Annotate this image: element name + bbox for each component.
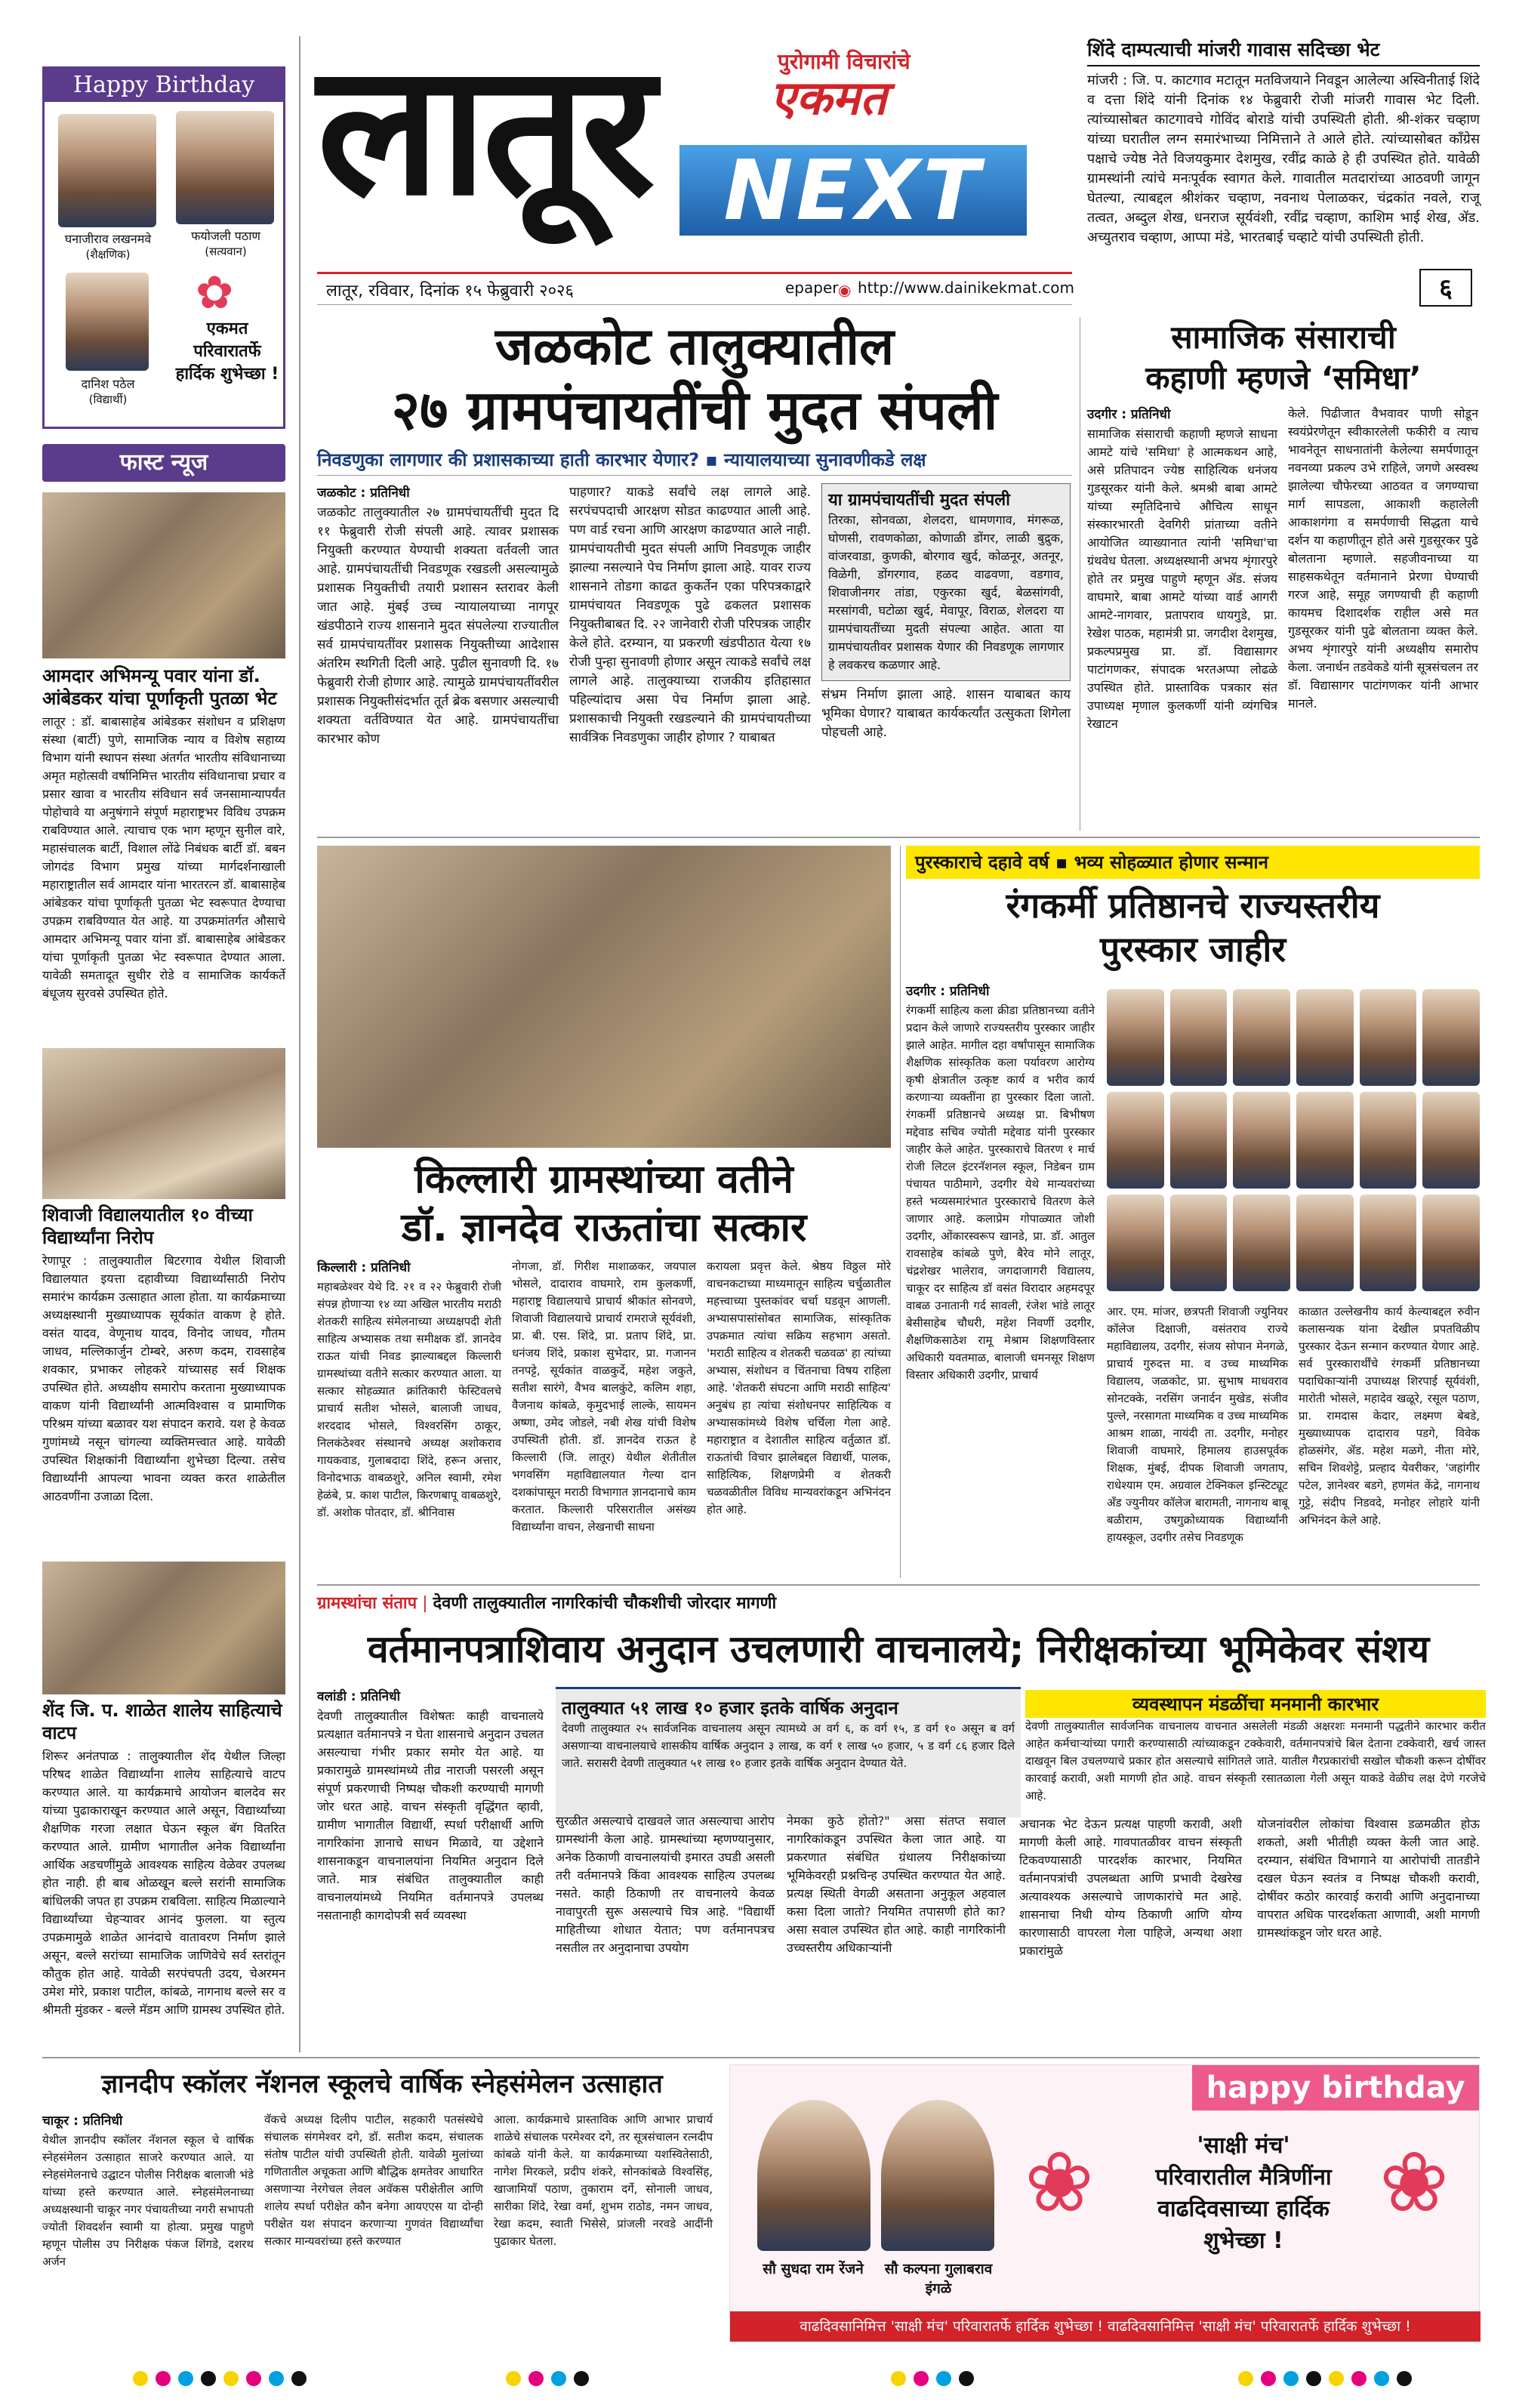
masthead-next: NEXT xyxy=(679,145,1027,236)
vachan-col-3: नेमका कुठे होतो?" असा संतप्त सवाल नागरिकांकडून उपस्थित केला जात आहे. या प्रकरणात संबंधित ग्रंथालय निरीक्षकांच्या भूमिकेवरही प्रश्नचिन्ह उपस्थित करण्यात येत आहे. प्रत्यक्ष स्थिती वेगळी असताना अनुकूल अहवाल कसा दिला जातो? नियमित तपासणी होते का? असा सवाल उपस्थित होत आहे. काही नागरिकांनी उच्चस्तरीय अधिकाऱ्यांनी xyxy=(787,1814,1006,1955)
vachan-top-divider xyxy=(317,1584,1480,1586)
awardee-photo xyxy=(1422,989,1480,1086)
shinde-story xyxy=(1087,36,1480,266)
fast-news-photo-3 xyxy=(42,1562,285,1694)
samidha-byline: उदगीर : प्रतिनिधी xyxy=(1087,407,1171,422)
awardee-photo-grid xyxy=(1107,989,1480,1291)
lead-headline-1: जळकोट तालुक्यातील xyxy=(495,317,895,377)
fast-news-body-1: लातूर : डॉ. बाबासाहेब आंबेडकर संशोधन व प्रशिक्षण संस्था (बार्टी) पुणे, सामाजिक न्याय व विशेष सहाय्य विभाग यांनी स्थापन संस्था अंतर्गत भारतीय संविधानाच्या अमृत महोत्सवी वर्षानिमित्त भारतीय संविधानाचा प्रचार व प्रसार खावा व भारतीय संविधान सर्व जनसामान्यापर्यंत पोहोचावे या अनुषंगाने संपूर्ण महाराष्ट्रभर विविध उपक्रम राबविण्यात आले. त्याचाच एक भाग म्हणून सुनील वारे, महासंचालक बार्टी, विशाल लोंढे निबंधक बार्टी डॉ. बबन जोगदंड विभाग प्रमुख यांच्या मार्गदर्शनाखाली महाराष्ट्रातील सर्व आमदार यांना भारतरत्न डॉ. बाबासाहेब आंबेडकर यांचा पूर्णाकृती पुतळा भेट स्वरूपात देण्याचा उपक्रम राबविण्यात येत आहे. या उपक्रमांतर्गत औसाचे आमदार अभिमन्यू पवार यांना डॉ. बाबासाहेब आंबेडकर यांचा पूर्णाकृती पुतळा भेट स्वरूपात देण्यात आला. यावेळी समतादूत सुधीर रोडे व सामाजिक कार्यकर्ते बंधूजय सुरवसे उपस्थित होते. xyxy=(42,714,285,1001)
awardee-photo xyxy=(1422,1092,1480,1189)
rangkarmi-col-2: आर. एम. मांजर, छत्रपती शिवाजी ज्युनियर कॉलेज दिक्षाजी, वसंतराव राज्ये महाविद्यालय, उदगीर, संजय सोपान मेनगळे, प्राचार्य गुरुदत्त मा. व उच्च माध्यमिक विद्यालय, जळकोट, प्रा. सुभाष माधवराव सोनटक्के, नरसिंग जनार्दन मुखेड, संजीव पुल्ले, नरसागता माध्यमिक व उच्च माध्यमिक आश्रम शाळा, नायंदी ता. उदगीर, मनोहर शिवाजी वाघमारे, हिमालय हाउसपूर्वक शिक्षक, मुंबई, दीपक शिवाजी जगताप, राधेश्याम एम. अग्रवाल टेक्निकल इन्स्टिट्यूट अँड ज्युनीयर कॉलेज बारामती, नागनाथ बाबू बळीराम, उषगुक्रोध्यायक विद्यार्थ्यांनी हायस्कूल, उदगीर तसेच निवडणूक xyxy=(1107,1305,1288,1544)
birthday-name-2: फयोजली पठाण xyxy=(191,229,260,243)
vachan-box-2 xyxy=(1019,1687,1492,1814)
lead-deck: निवडणुका लागणार की प्रशासकाच्या हाती कारभार येणार? ▪ न्यायालयाच्या सुनावणीकडे लक्ष xyxy=(317,447,1072,476)
awardee-photo xyxy=(1170,989,1228,1086)
sakshi-name-2: सौ कल्पना गुलाबराव इंगळे xyxy=(884,2261,993,2297)
vachan-col-1: देवणी तालुक्यातील विशेषतः काही वाचनालये प्रत्यक्षात वर्तमानपत्रे न घेता शासनाचे अनुदान उचलत असल्याचा गंभीर प्रकार समोर येत आहे. या प्रकारामुळे ग्रामस्थांमध्ये तीव्र नाराजी पसरली असून संपूर्ण प्रकरणाची निष्पक्ष चौकशी करण्याची मागणी जोर धरत आहे. वाचन संस्कृती वृद्धिंगत व्हावी, ग्रामीण भागातील विद्यार्थी, स्पर्धा परीक्षार्थी आणि नागरिकांना ज्ञानाचे साधन मिळावे, या उद्देशाने शासनाकडून वाचनालयांना नियमित अनुदान दिले जाते. मात्र संबंधित तालुक्यातील काही वाचनालयांमध्ये नियमित वर्तमानपत्रे उपलब्ध नसतानाही कागदोपत्री सर्व व्यवस्था xyxy=(317,1709,544,1922)
awardee-photo xyxy=(1107,1195,1164,1291)
samidha-col-2: केले. पिढीजात वैभवावर पाणी सोडून स्वयंप्रेरणेतून स्वीकारलेली फकीरी व त्याच भावनेतून साधनातांनी केलेल्या समर्पणातून नवनव्या प्रकल्प उभे राहिले, जगणे अस्वस्थ झालेल्या चौफेरच्या आठवत व जगण्याचा मार्ग सापडला, आकाशी कहालेली आकाशगंगा व समर्पणाची सिद्धता याचे दर्शन या कहाणीतून होते असे गुडसूरकर पुढे बोलताना म्हणाले. सहजीवनाच्या या साहसकथेतून वर्तमानाने प्रेरणा घेण्याची गरज आहे, समूह जगण्याची ही कहाणी कायमच दिशादर्शक राहील असे मत गुडसूरकर यांनी पुढे बोलताना व्यक्त केले. अभय शृंगारपुरे यांनी अध्यक्षीय समारोप केला. जनार्धन तडवेकडे यांनी सूत्रसंचलन तर डॉ. विद्यासागर पाटांगणकर यांनी आभार मानले. xyxy=(1288,406,1478,711)
rangkarmi-story xyxy=(906,883,1480,1578)
vachan-box1-title: तालुक्यात ५१ लाख १० हजार इतके वार्षिक अनुदान xyxy=(562,1697,898,1719)
tulip-icon: ❀ xyxy=(1025,2134,1095,2231)
rangkarmi-byline: उदगीर : प्रतिनिधी xyxy=(906,984,990,999)
killari-headline-2: डॉ. ज्ञानदेव राऊतांचा सत्कार xyxy=(401,1205,807,1250)
dnyandeep-story xyxy=(42,2111,722,2353)
mid-divider xyxy=(317,837,1480,838)
awardee-photo xyxy=(1360,989,1417,1086)
lead-col-2: पाहणार? याकडे सर्वांचे लक्ष लागले आहे. सरपंचपदाची आरक्षण सोडत काढण्यात आली आहे. पण वार्ड रचना आणि आरक्षण काढण्यात आले नाही. ग्रामपंचायतीची मुदत संपली आणि निवडणूक जाहीर झाल्या नसल्याने पेच निर्माण झाला आहे. यावर राज्य शासनाने तोडगा काढत कुकर्तेन एका परिपत्रकाद्वारे ग्रामपंचायत निवडणूक पुढे ढकलत प्रशासक नियुक्तीबाबत दि. २२ जानेवारी रोजी परिपत्रक जाहीर केले होते. दरम्यान, या प्रकरणी खंडपीठात येत्या १७ रोजी पुन्हा सुनावणी होणार असून त्याकडे सर्वांचे लक्ष लागले आहे. तालुक्याच्या राजकीय इतिहासात पहिल्यांदाच असा पेच निर्माण झाला आहे. प्रशासकाची नियुक्ती रखडल्याने की ग्रामपंचायतीच्या सार्वत्रिक निवडणुका जाहीर होणार ? याबाबत xyxy=(569,485,811,745)
masthead xyxy=(317,24,1072,266)
samidha-col-1: सामाजिक संसाराची कहाणी म्हणजे साधना आमटे यांचे 'समिधा' हे आत्मकथन आहे, असे प्रतिपादन ज्येष्ठ साहित्यिक धनंजय गुडसूरकर यांनी केले. श्रमश्री बाबा आमटे यांच्या स्मृतिदिनाचे औचित्य साधून संस्कारभारती देवगिरी प्रांताच्या वतीने आयोजित व्याख्यानात त्यांनी 'समिधा'चा ग्रंथवेध घेतला. अध्यक्षस्थानी अभय शृंगारपुरे होते तर प्रमुख पाहुणे म्हणून ॲड. संजय वाघमारे, बाबा आमटे यांच्या वार्ड आगरी आमटे-नागवार, प्रतापराव धायगुडे, प्रा. रेखेश पाठक, महामंत्री प्रा. जगदीश देशमुख, प्रकल्पप्रमुख प्रा. डॉ. विद्यासागर पाटांगणकर, संपादक भरतअप्पा लोढळे उपस्थित होते. प्रास्ताविक पत्रकार संत उपाध्यक्ष मृणाल कुलकर्णी यांनी व्यंगचित्र रेखाटन xyxy=(1087,427,1277,731)
sakshi-birthday-ad xyxy=(729,2064,1480,2342)
bottom-divider xyxy=(42,2057,1480,2058)
killari-byline: किल्लारी : प्रतिनिधी xyxy=(317,1260,411,1275)
killari-col-1: महाबळेश्वर येथे दि. २१ व २२ फेब्रुवारी रोजी संपन्न होणाऱ्या १४ व्या अखिल भारतीय मराठी शेतकरी साहित्य संमेलनाच्या अध्यक्षपदी शेती साहित्य अभ्यासक तथा समीक्षक डॉ. ज्ञानदेव राऊत यांची निवड झाल्याबद्दल किल्लारी ग्रामस्थांच्या वतीने सत्कार करण्यात आला. या सत्कार सोहळ्यात क्रांतिकारी फेस्टिवलचे प्राचार्य सतीश भोसले, बालाजी जाधव, शरददाद भोसले, विश्वरसिंग ठाकूर, निलकंठेश्वर संस्थानचे अध्यक्ष अशोकराव गायकवाड, गुलाबदादा शिंदे, हरून अत्तार, विनोदभाऊ वाबळशुरे, अनिल स्वामी, रमेश हेळंबे, प्र. काश पाटील, किरणबापू वाबळशुरे, डॉ. अशोक पोतदार, डॉ. श्रीनिवास xyxy=(317,1280,502,1519)
killari-right-divider xyxy=(900,846,901,1578)
birthday-box xyxy=(42,66,285,429)
masthead-title: लातूर xyxy=(317,24,651,236)
birthday-role-2: (सत्यवान) xyxy=(205,245,247,258)
dateline: लातूर, रविवार, दिनांक १५ फेब्रुवारी २०२६ xyxy=(326,282,574,301)
samidha-headline-1: सामाजिक संसाराची xyxy=(1171,319,1396,356)
birthday-name-3: दानिश पठेल xyxy=(81,377,135,391)
birthday-title: Happy Birthday xyxy=(45,69,283,102)
lead-col-1: जळकोट तालुक्यातील २७ ग्रामपंचायतींची मुदत दि ११ फेब्रुवारी रोजी संपली आहे. त्यावर प्रशासक नियुक्ती करण्यात येण्याची शक्यता वर्तवली जात आहे. ग्रामपंचायतींची निवडणूक रखडली असल्यामुळे प्रशासक नियुक्तीची तयारी प्रशासन स्तरावर केली जात आहे. मुंबई उच्च न्यायालयाच्या नागपूर खंडपीठाने राज्य शासनाने मुदत संपलेल्या राज्यातील सर्व ग्रामपंचायतींवर प्रशासक नियुक्तीच्या आदेशास अंतरिम स्थगिती दिली आहे. पुढील सुनावणी दि. १७ फेब्रुवारी रोजी होणार आहे. त्यामुळे ग्रामपंचायतींवरील प्रशासक नियुक्तीसंदर्भात तूर्त ब्रेक बसणार असल्याची शक्यता वर्तविण्यात येत आहे. ग्रामपंचायतींचा कारभार कोण xyxy=(317,505,559,747)
vachan-story xyxy=(317,1687,1486,2049)
dateline-bar xyxy=(317,272,1075,305)
rangkarmi-col-1: रंगकर्मी साहित्य कला क्रीडा प्रतिष्ठानच्या वतीने प्रदान केले जाणारे राज्यस्तरीय पुरस्कार जाहीर झाले आहेत. मागील दहा वर्षांपासून सामाजिक शैक्षणिक सांस्कृतिक कला पर्यावरण आरोग्य कृषी क्षेत्रातील उत्कृष्ट कार्य व भरीव कार्य करणाऱ्या व्यक्तींना हा पुरस्कार दिला जातो. रंगकर्मी प्रतिष्ठानचे अध्यक्ष प्रा. बिभीषण मद्देवाड सचिव ज्योती मद्देवाड यांनी पुरस्कार जाहीर केले आहेत. पुरस्काराचे वितरण १ मार्च रोजी लिटल इंटरनॅशनल स्कूल, निडेबन ग्राम पंचायत पाठीमागे, उदगीर येथे मान्यवरांच्या हस्ते भव्यसमारंभात पुरस्काराचे वितरण केले जाणार आहे. कलाप्रेम गोपाळ्यात जोशी उदगीर, ओंकारस्वरूप खानडे, प्रा. डॉ. आतुल रावसाहेब कांबळे पुणे, बैरेव मोने लातूर, चंद्रशेखर भालेराव, जगदाजागरी विद्यालय, चाकूर दर साहित्य डॉ वसंत विरादार अहमदपूर वाबळ उनातानी गर्द सावली, रंजेश भांडे लातूर बेसीसाहेब चौधरी, महेश निवर्णी उदगीर, शैक्षणिकसाठेश रामू मेश्राम शिक्षणविस्तार अधिकारी यवतमाळ, बालाजी धमनसूर शिक्षण विस्तार अधिकारी उदगीर, प्राचार्य xyxy=(906,1004,1095,1382)
awardee-photo xyxy=(1233,1195,1290,1291)
sakshi-title: happy birthday xyxy=(1192,2065,1479,2110)
dnyandeep-col-2: वॅकचे अध्यक्ष दिलीप पाटील, सहकारी पतसंस्थेचे संचालक संगमेश्वर दगे, डॉ. सतीश कदम, संचालक संतोष पाटील यांची उपस्थिती होती. यावेळी मुलांच्या गणितातील अचूकता आणि बौद्धिक क्षमतेवर आधारित असणाऱ्या नेरगेचल लेवल अवॅकस परीक्षेतील आणि शालेय स्पर्धा परीक्षेत कौन बनेगा आयएएस या दोन्ही परीक्षेत यश संपादन करणाऱ्या गुणवंत विद्यार्थ्यांचा सत्कार मान्यवरांच्या हस्ते करण्यात xyxy=(264,2113,483,2248)
birthday-photo-2 xyxy=(176,111,274,224)
rangkarmi-headline-1: रंगकर्मी प्रतिष्ठानचे राज्यस्तरीय xyxy=(1006,885,1380,926)
globe-icon: ◉ xyxy=(838,281,852,299)
rangkarmi-headline-2: पुरस्कार जाहीर xyxy=(1099,929,1286,970)
fast-news-photo-2 xyxy=(42,1048,285,1199)
fast-news-body-2: रेणापूर : तालुक्यातील बिटरगाव येथील शिवाजी विद्यालयात इयत्ता दहावीच्या विद्यार्थ्यांसाठी निरोप समारंभ कार्यक्रम उत्साहात आला होता. या कार्यक्रमाच्या अध्यक्षस्थानी मुख्याध्यापक सूर्यकांत वाकण हे होते. वसंत यादव, वेणूनाथ यादव, विनोद जाधव, गौतम जाधव, मल्लिकार्जुन टोम्बरे, अरुण कदम, रावसाहेब शवकार, प्रभाकर लोहकरे यांच्यासह सर्व शिक्षक उपस्थित होते. अध्यक्षीय समारोप करताना मुख्याध्यापक वाकण यांनी विद्यार्थ्यांनी आत्मविश्वास व प्रामाणिक परिश्रम यांच्या बळावर यश संपादन करावे. यश हे केवळ गुणांमध्ये नसून चांगल्या व्यक्तिमत्त्वात आहे. यावेळी उपस्थित शिक्षकांनी विद्यार्थ्यांना शुभेच्छा दिल्या. तसेच विद्यार्थ्यांनी आपल्या भावना व्यक्त करत शाळेतील आठवणींना उजाळा दिला. xyxy=(42,1253,285,1503)
awardee-photo xyxy=(1296,989,1354,1086)
birthday-name-1: घनाजीराव लखनमवे xyxy=(64,232,152,246)
rangkarmi-banner: पुरस्काराचे दहावे वर्ष ▪ भव्य सोहळ्यात होणार सन्मान xyxy=(906,846,1480,879)
fast-news-head-3: शेंद जि. प. शाळेत शालेय साहित्याचे वाटप xyxy=(42,1700,282,1744)
vachan-col-2: सुरळीत असल्याचे दाखवले जात असल्याचा आरोप ग्रामस्थांनी केला आहे. ग्रामस्थांच्या म्हणण्यानुसार, अनेक ठिकाणी वाचनालयांची इमारत उघडी असली तरी वर्तमानपत्रे किंवा आवश्यक साहित्य उपलब्ध नसते. काही ठिकाणी तर वाचनालये केवळ नावापुरती सुरू असल्याचे चित्र आहे. "विद्यार्थी माहितीच्या शोधात येतात; पण वर्तमानपत्रच नसतील तर अनुदानाचा उपयोग xyxy=(556,1814,775,1955)
killari-story xyxy=(317,1155,891,1578)
samidha-story xyxy=(1087,317,1480,831)
sakshi-name-1: सौ सुधदा राम रेंजने xyxy=(763,2261,864,2277)
vachan-strap-right: देवणी तालुक्यातील नागरिकांची चौकशीची जोरदार मागणी xyxy=(433,1594,777,1613)
shinde-headline: शिंदे दाम्पत्याची मांजरी गावास सदिच्छा भेट xyxy=(1087,36,1480,66)
birthday-photo-1 xyxy=(58,114,156,227)
awardee-photo xyxy=(1296,1092,1354,1189)
fast-news-text: फास्ट न्यूज xyxy=(119,449,208,476)
awardee-photo xyxy=(1296,1195,1354,1291)
killari-headline-1: किल्लारी ग्रामस्थांच्या वतीने xyxy=(414,1157,793,1202)
birthday-role-3: (विद्यार्थी) xyxy=(88,393,128,406)
lead-headline-2: २७ ग्रामपंचायतींची मुदत संपली xyxy=(391,378,998,442)
awardee-photo xyxy=(1107,1092,1164,1189)
sidebar-divider xyxy=(299,36,300,2052)
lead-box-body: तिरका, सोनवळा, शेलदरा, धामणगाव, मंगरूळ, घोणसी, रावणकोळा, कोणाळी डोंगर, लाळी बुद्रुक, वांजरवाडा, कुणकी, बोरगाव खुर्द, कोळनूर, अतनूर, विळेगी, डोंगरगाव, हळद वाढवणा, वडगाव, शिवाजीनगर तांडा, एकुरका खुर्द, बेळसांगवी, मरसांगवी, घटोळा खुर्द, मेवापूर, विराळ, शेलदरा या ग्रामपंचायतींच्या मुदती संपल्या आहेत. आता या ग्रामपंचायतीवर प्रशासक येणार की निवडणूक लागणार हे लवकरच कळणार आहे. xyxy=(828,513,1064,672)
flower-bouquet-icon: ✿ xyxy=(196,267,234,319)
fast-news-photo-1 xyxy=(42,492,285,658)
dnyandeep-headline: ज्ञानदीप स्कॉलर नॅशनल स्कूलचे वार्षिक स्नेहसंमेलन उत्साहात xyxy=(101,2069,663,2099)
registration-marks-mid xyxy=(891,2371,974,2386)
awardee-photo xyxy=(1233,989,1290,1086)
lead-box xyxy=(821,483,1071,681)
dnyandeep-byline: चाकूर : प्रतिनिधी xyxy=(42,2114,123,2129)
vachan-box1-body: देवणी तालुक्यात २५ सार्वजनिक वाचनालय असून त्यामध्ये अ वर्ग ६, क वर्ग १५, ड वर्ग १० असून ब वर्ग असणाऱ्या वाचनालयाचे शासकीय वार्षिक अनुदान ३ लाख, क वर्ग १ लाख ५० हजार, ५ ड वर्ग ८६ हजार दिले जाते. सरासरी देवणी तालुक्यात ५१ लाख १० हजार इतके वार्षिक अनुदान देण्यात येते. xyxy=(562,1722,1015,1770)
awardee-photo xyxy=(1170,1092,1228,1189)
rangkarmi-col-3: काळात उल्लेखनीय कार्य केल्याबद्दल रुवीन कलासन्यक यांना देखील प्रपतविळीप पुरस्कार देऊन सन्मान करण्यात येणार आहे. सर्व पुरस्कारार्थींचे रंगकर्मी प्रतिष्ठानच्या पदाधिकाऱ्यांनी उपाध्यक्ष शिरपाई सूर्यवंशी, मारोती भोसले, महादेव खळूरे, रसूल पठाण, प्रा. रामदास केदार, लक्ष्मण बेबडे, मुख्याध्यापक दादाराव पडगे, विवेक होळसंगेर, ॲड. महेश मळगे, नीता मोरे, सचिन शिवशेट्टे, प्रल्हाद येवरीकर, 'जहांगीर पटेल, ज्ञानेश्वर बडगे, हणमंत केंद्रे, नागनाथ गुट्टे, संदीप निडवदे, मनोहर लोहारे यांनी अभिनंदन केले आहे. xyxy=(1299,1305,1480,1527)
birthday-photo-3 xyxy=(66,273,149,371)
registration-marks-center xyxy=(506,2371,589,2386)
vachan-box2-body: देवणी तालुक्यातील सार्वजनिक वाचनालय वाचनात असलेली मंडळी अक्षरशः मनमानी पद्धतीने कारभार करीत आहेत कर्मचाऱ्यांच्या पगारी करण्यासाठी त्यांच्याकडून टक्केवारी, वर्तमानपत्रांचे बिल देताना टक्केवारी, खर्च जास्त दाखवून बिल उचलण्याचे प्रकार होत असल्याचे सांगितले जाते. यातील गैरप्रकारांची सखोल चौकशी करून दोषींवर कारवाई करावी, अशी मागणी होत आहे. वाचन संस्कृती रसातळाला गेली असून याकडे वेळीच लक्ष देणे गरजेचे आहे. xyxy=(1025,1719,1486,1802)
page-number: ६ xyxy=(1419,269,1472,307)
vachan-byline: वलांडी : प्रतिनिधी xyxy=(317,1689,400,1704)
vachan-box-1 xyxy=(556,1687,1021,1818)
lead-byline: जळकोट : प्रतिनिधी xyxy=(317,486,410,501)
sakshi-wish-2: परिवारातील मैत्रिणींना xyxy=(1155,2164,1332,2191)
fast-news-column xyxy=(42,444,285,2052)
killari-photo xyxy=(317,846,891,1148)
vachan-col-5: योजनांवरील लोकांचा विश्वास डळमळीत होऊ शकतो, अशी भीतीही व्यक्त केली जात आहे. दरम्यान, संबंधित विभागाने या आरोपांची तातडीने दखल घेऊन स्वतंत्र व निष्पक्ष चौकशी करावी, दोषींवर कठोर कारवाई करावी आणि अनुदानाच्या वापरात अधिक पारदर्शकता आणावी, अशी मागणी ग्रामस्थांकडून जोर धरत आहे. xyxy=(1257,1817,1480,1940)
killari-col-2: नोगजा, डॉ. गिरीश माशाळकर, जयपाल भोसले, दादाराव वाघमारे, राम कुलकर्णी, महाराष्ट्र विद्यालयाचे प्राचार्य श्रीकांत सोनवणे, शिवाजी विद्यालयाचे प्राचार्य रामराजे सूर्यवंशी, प्रा. बी. एस. शिंदे, प्रा. प्रताप शिंदे, प्रा. धनंजय शिंदे, प्रकाश सुभेदार, प्रा. गजानन तनपट्टे, सूर्यकांत वाळकुर्दे, महेश जकुते, सतीश सारंगे, वैभव बालकुंटे, कलिम शहा, वैजनाथ कांबळे, कृमुदभाई लाल्के, सायमन अष्णा, उमेद जोडले, नबी शेख यांची विशेष उपस्थिती होती. डॉ. ज्ञानदेव राऊत हे किल्लारी (जि. लातूर) येथील शेतीतील भगवसिंग महाविद्यालयात गेल्या दान दशकांपासून मराठी विभागात ज्ञानदानाचे काम करतात. किल्लारी परिसरातील असंख्य विद्यार्थ्यांना वाचन, लेखनाची साधना xyxy=(512,1259,696,1534)
sakshi-wish-4: शुभेच्छा ! xyxy=(1203,2228,1283,2254)
fast-news-label xyxy=(42,444,285,482)
epaper-label: epaper xyxy=(785,279,839,297)
awardee-photo xyxy=(1360,1092,1417,1189)
masthead-brand: एकमत xyxy=(770,70,887,125)
sakshi-wish-1: 'साक्षी मंच' xyxy=(1197,2132,1290,2159)
sakshi-ticker: वाढदिवसानिमित्त 'साक्षी मंच' परिवारातर्फे हार्दिक शुभेच्छा ! वाढदिवसानिमित्त 'साक्षी मंच' परिवारातर्फे हार्दिक शुभेच्छा ! xyxy=(730,2311,1481,2342)
masthead-tagline: पुरोगामी विचारांचे xyxy=(778,49,911,74)
awardee-photo xyxy=(1170,1195,1228,1291)
fast-news-body-3: शिरूर अनंतपाळ : तालुक्यातील शेंद येथील जिल्हा परिषद शाळेत विद्यार्थ्यांना शालेय साहित्याचे वाटप करण्यात आले. या कार्यक्रमाचे आयोजन बालदेव सर यांच्या पुढाकाराखून करण्यात आले असून, विद्यार्थ्यांच्या शैक्षणिक गरजा लक्षात घेऊन स्कूल बॅग वितरित करण्यात आले. ग्रामीण भागातील अनेक विद्यार्थ्यांना आर्थिक अडचणींमुळे आवश्यक साहित्य वेळेवर उपलब्ध होत नाही. ही बाब ओळखून बल्ले सरांनी सामाजिक बांधिलकी जपत हा उपक्रम राबविला. साहित्य मिळाल्याने विद्यार्थ्यांच्या चेहऱ्यावर आनंद फुलला. या स्तुत्य उपक्रमामुळे शाळेत आनंदाचे वातावरण निर्माण झाले असून, बल्ले सरांच्या सामाजिक जाणिवेचे सर्व स्तरांतून कौतुक होत आहे. यावेळी सरपंचपती उदय, चेअरमन उमेश मोरे, प्रकाश पाटील, कांबळे, नागनाथ बल्ले सर व श्रीमती मुंडकर - बल्ले मॅडम आणि ग्रामस्थ उपस्थित होते. xyxy=(42,1749,285,2017)
awardee-photo xyxy=(1422,1195,1480,1291)
sakshi-photo-2 xyxy=(881,2100,994,2251)
registration-marks-left xyxy=(133,2371,307,2386)
tulip-icon: ❀ xyxy=(1379,2134,1450,2231)
vachan-strap xyxy=(317,1590,1480,1617)
birthday-role-1: (शैक्षणिक) xyxy=(85,248,131,261)
fast-news-head-1: आमदार अभिमन्यू पवार यांना डॉ. आंबेडकर यांचा पूर्णाकृती पुतळा भेट xyxy=(42,665,277,709)
fast-news-head-2: शिवाजी विद्यालयातील १० वीच्या विद्यार्थ्यांना निरोप xyxy=(42,1204,253,1248)
awardee-photo xyxy=(1233,1092,1290,1189)
birthday-wish: एकमत परिवारातर्फे हार्दिक शुभेच्छा ! xyxy=(175,319,279,384)
awardee-photo xyxy=(1360,1195,1417,1291)
registration-marks-right xyxy=(1238,2371,1412,2386)
vachan-box2-title: व्यवस्थापन मंडळींचा मनमानी कारभार xyxy=(1025,1690,1486,1718)
shinde-body: मांजरी : जि. प. काटगाव मटातून मतविजयाने निवडून आलेल्या अस्विनीताई शिंदे व दत्ता शिंदे यांनी दिनांक १४ फेब्रुवारी रोजी मांजरी गावास भेट दिली. त्यांच्यासोबत काटगावचे गोविंद बोराडे यांची उपस्थिती होती. श्री-शंकर चव्हाण यांच्या घरातील लग्न समारंभाच्या निमित्ताने ते आले होते. त्यांच्यासोबत काँग्रेस पक्षाचे ज्येष्ठ नेते विजयकुमार देशमुख, रवींद्र काळे हे ही उपस्थित होते. यावेळी ग्रामस्थांनी त्यांचे मनःपूर्वक स्वागत केले. गावातील मतदारांच्या आठवणी जागून घेतल्या, त्याबद्दल श्रीशंकर चव्हाण, नवनाथ पेलाळकर, चंद्रकांत नवले, राजू तत्वत, अब्दुल शेख, धनराज सूर्यवंशी, रवींद्र चव्हाण, काशिम भाई शेख, ॲड. अच्युतराव चव्हाण, आप्पा मंडे, भारतबाई चव्हाटे यांची उपस्थिती होती. xyxy=(1087,72,1480,245)
site-url[interactable]: http://www.dainikekmat.com xyxy=(858,279,1075,297)
sakshi-photo-1 xyxy=(757,2100,870,2251)
dnyandeep-col-3: आला. कार्यक्रमाचे प्रास्ताविक आणि आभार प्राचार्य शाळेचे संचालक परमेश्वर दगे, तर सूत्रसंचालन रत्नदीप कांबळे यांनी केले. या कार्यक्रमाच्या यशस्वितेसाठी, नागेश मिरकले, प्रदीप शंकरे, सोनकांबळे विश्वसिंह, खाजामियाँ पठाण, तुकाराम दर्गे, सोनाली जाधव, सारीका शिंदे, रेखा वर्मा, शुभम राठोड, नमन जाधव, रेखा कदम, स्वाती भिसेसे, प्रांजली नरवडे आदींनी पुढाकार घेतला. xyxy=(494,2113,713,2248)
vachan-headline: वर्तमानपत्राशिवाय अनुदान उचलणारी वाचनालये; निरीक्षकांच्या भूमिकेवर संशय xyxy=(367,1627,1430,1671)
dnyandeep-col-1: येथील ज्ञानदीप स्कॉलर नॅशनल स्कूल चे वार्षिक स्नेहसंमेलन उत्साहात साजरे करण्यात आले. या स्नेहसंमेलनाचे उद्घाटन पोलीस निरीक्षक बालाजी भंडे यांच्या हस्ते करण्यात आले. स्नेहसंमेलनाच्या अध्यक्षस्थानी चाकूर नगर पंचायतीच्या नगरी सभापती ज्योती शिवदर्शन स्वामी या होत्या. प्रमुख पाहुणे म्हणून पोलीस उप निरीक्षक पंकज शिंगडे, दशरथ अर्जन xyxy=(42,2133,254,2268)
samidha-headline-2: कहाणी म्हणजे ‘समिधा’ xyxy=(1145,359,1422,396)
awardee-photo xyxy=(1107,989,1164,1086)
lead-story xyxy=(317,317,1072,831)
lead-col-3: संभ्रम निर्माण झाला आहे. शासन याबाबत काय भूमिका घेणार? याबाबत कार्यकर्त्यांत उत्सुकता शिगेला पोहचली आहे. xyxy=(821,687,1071,740)
killari-col-3: करायला प्रवृत्त केले. श्रेष्ठय विठ्ठल मोरे वाचनकटाच्या माध्यमातून साहित्य चर्चुळातील महत्त्वाच्या पुस्तकांवर चर्चा घडवून आणली. अभ्यासपासांसोबत सामाजिक, सांस्कृतिक उपक्रमात त्यांचा सक्रिय सहभाग असतो. 'मराठी साहित्य व शेतकरी चळवळ' हा त्यांच्या अभ्यास, संशोधन व चिंतनाचा विषय राहिला आहे. 'शेतकरी संघटना आणि मराठी साहित्य' अनुबंध हा त्यांचा संशोधनपर साहित्यिक व अभ्यासकांमध्ये विशेष चर्चिला गेला आहे. महाराष्ट्रात व देशातील साहित्य वर्तुळात डॉ. राऊतांची विचार झालेबद्दल विद्यार्थी, पालक, साहित्यिक, शिक्षणप्रेमी व शेतकरी चळवळीतील विविध मान्यवरांकडून अभिनंदन होत आहे. xyxy=(707,1259,891,1516)
vachan-strap-left: ग्रामस्थांचा संताप xyxy=(317,1594,418,1613)
vachan-strap-sep: | xyxy=(422,1594,433,1613)
vachan-col-4: अचानक भेट देऊन प्रत्यक्ष पाहणी करावी, अशी मागणी केली आहे. गावपातळीवर वाचन संस्कृती टिकवण्यासाठी पारदर्शक कारभार, नियमित वर्तमानपत्रांची उपलब्धता आणि प्रभावी देखरेख अत्यावश्यक असल्याचे जाणकारांचे मत आहे. शासनाचा निधी योग्य ठिकाणी आणि योग्य कारणासाठी वापरला गेला पाहिजे, अन्यथा अशा प्रकारांमुळे xyxy=(1019,1817,1242,1958)
lead-box-title: या ग्रामपंचायतींची मुदत संपली xyxy=(828,491,1010,510)
sakshi-wish-3: वाढदिवसाच्या हार्दिक xyxy=(1157,2196,1330,2222)
